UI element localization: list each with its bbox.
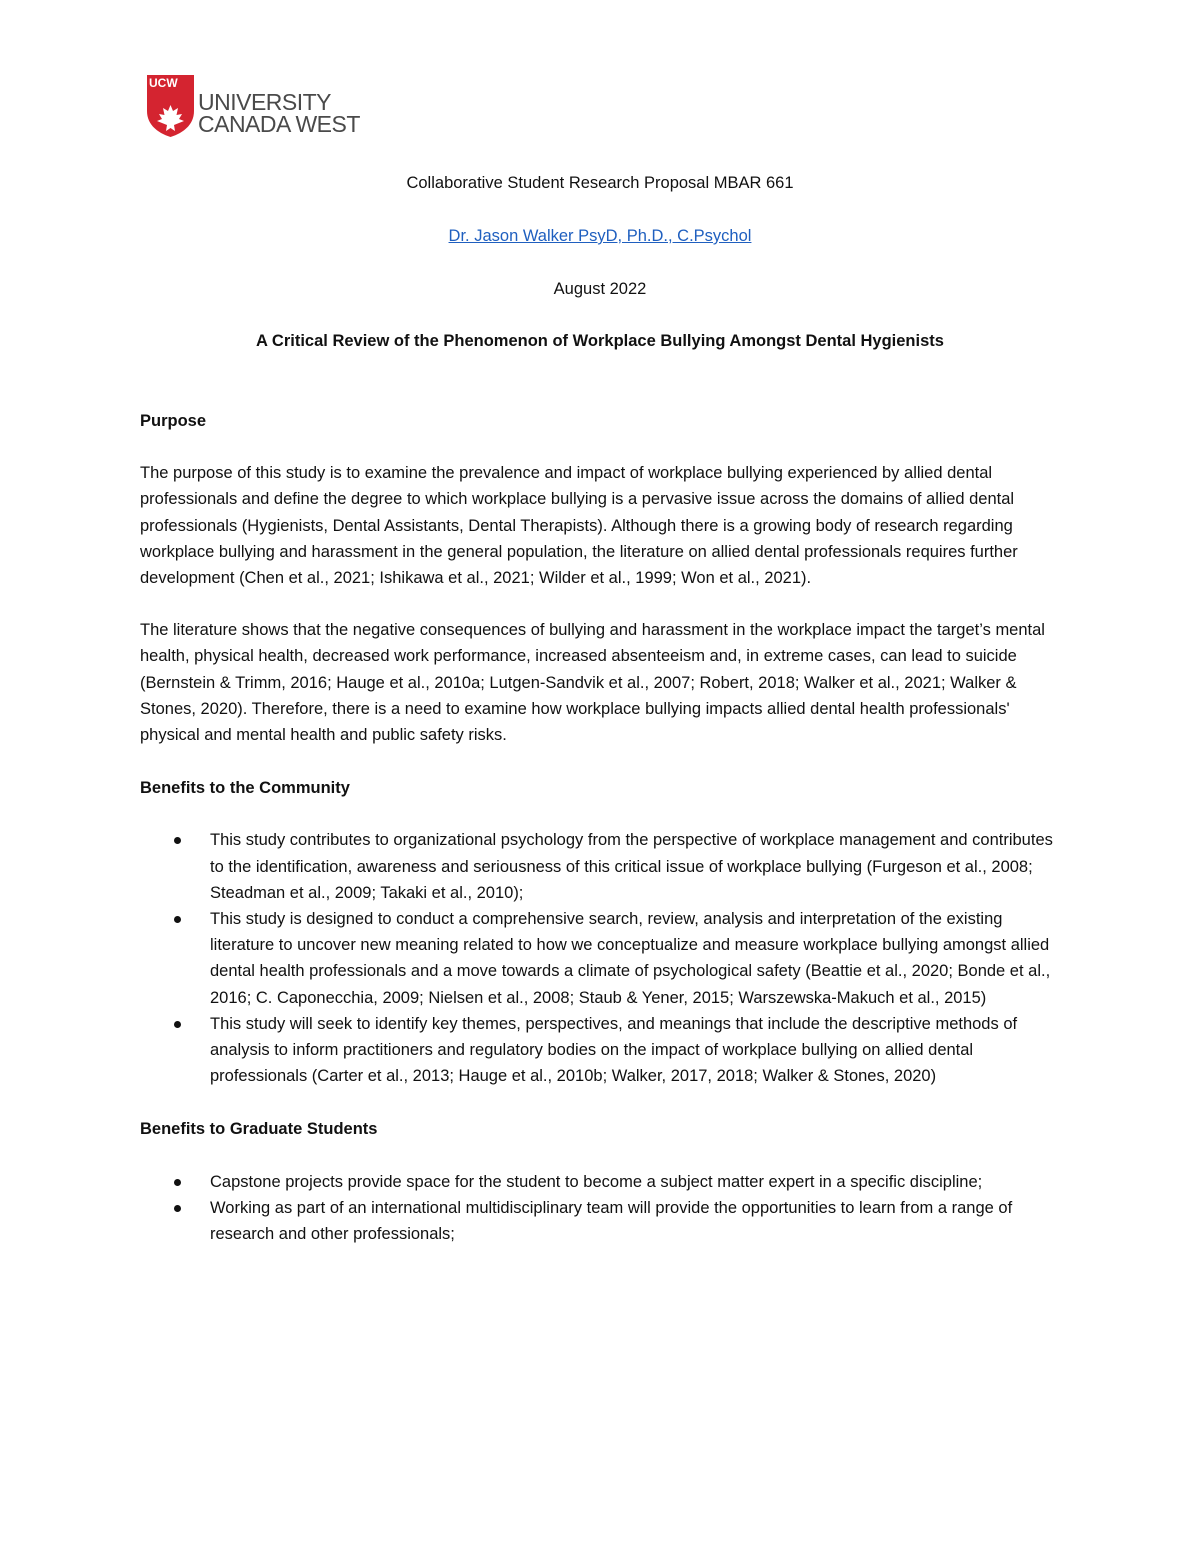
graduate-benefits-list: [140, 1169, 1065, 1248]
list-item-text: This study will seek to identify key themes, perspectives, and meanings that include the descriptive methods of analysis to inform practitioners and regulatory bodies on the impact of workplace bullying on allied dental professionals (Carter et al., 2013; Hauge et al., 2010b; Walker, 2017, 2018; Walker & Stones, 2020): [210, 1014, 1018, 1086]
maple-leaf-logo-icon: [147, 75, 194, 137]
list-item: [140, 1011, 1065, 1090]
bullet-icon: [174, 1205, 181, 1212]
bullet-icon: [174, 837, 181, 844]
course-line: Collaborative Student Research Proposal MBAR 661: [406, 174, 794, 192]
logo-line-university: UNIVERSITY: [198, 89, 332, 115]
bullet-icon: [174, 1179, 181, 1186]
list-item-text: This study is designed to conduct a comprehensive search, review, analysis and interpretation of the existing literature to uncover new meaning related to how we conceptualize and measure workplace bullying amongst allied dental health professionals and a move towards a climate of psychological safety (Beattie et al., 2020; Bonde et al., 2016; C. Caponecchia, 2009; Nielsen et al., 2008; Staub & Yener, 2015; Warszewska-Makuch et al., 2015): [210, 910, 1051, 1007]
bullet-icon: [174, 916, 181, 923]
list-item-text: Capstone projects provide space for the student to become a subject matter expert in a specific discipline;: [210, 1172, 983, 1191]
purpose-paragraph-1: The purpose of this study is to examine the prevalence and impact of workplace bullying experienced by allied dental professionals and define the degree to which workplace bullying is a pervasive issue across the domains of allied dental professionals (Hygienists, Dental Assistants, Dental Therapists). Although there is a growing body of research regarding workplace bullying and harassment in the general population, the literature on allied dental professionals requires further development (Chen et al., 2021; Ishikawa et al., 2021; Wilder et al., 1999; Won et al., 2021).: [140, 464, 1018, 588]
list-item: [140, 1169, 1065, 1195]
bullet-icon: [174, 1021, 181, 1028]
logo-line-canada-west: CANADA WEST: [198, 111, 360, 137]
date-line: August 2022: [553, 280, 647, 298]
community-benefits-list: [140, 827, 1065, 1089]
university-logo: [147, 75, 397, 139]
list-item-text: Working as part of an international multidisciplinary team will provide the opportunities to learn from a range of research and other professionals;: [210, 1198, 1013, 1244]
list-item: [140, 906, 1065, 1011]
list-item: [140, 1195, 1065, 1247]
list-item: [140, 827, 1065, 906]
purpose-heading: Purpose: [140, 412, 207, 430]
professor-link[interactable]: Dr. Jason Walker PsyD, Ph.D., C.Psychol: [448, 227, 752, 245]
list-item-text: This study contributes to organizational psychology from the perspective of workplace management and contributes to the identification, awareness and seriousness of this critical issue of workplace bullying (Furgeson et al., 2008; Steadman et al., 2009; Takaki et al., 2010);: [210, 831, 1053, 902]
community-heading: Benefits to the Community: [140, 779, 350, 798]
professor-line: [0, 225, 1200, 247]
purpose-paragraph-2: The literature shows that the negative consequences of bullying and harassment in the workplace impact the target’s mental health, physical health, decreased work performance, increased absenteeism and, in extreme cases, can lead to suicide (Bernstein & Trimm, 2016; Hauge et al., 2010a; Lutgen-Sandvik et al., 2007; Robert, 2018; Walker et al., 2021; Walker & Stones, 2020). Therefore, there is a need to examine how workplace bullying impacts allied dental health professionals' physical and mental health and public safety risks.: [140, 621, 1045, 745]
document-body: [140, 408, 1065, 1247]
logo-mark-text: UCW: [149, 76, 178, 90]
graduate-heading: Benefits to Graduate Students: [140, 1120, 378, 1139]
logo-wordmark: [198, 91, 360, 135]
document-title: A Critical Review of the Phenomenon of Workplace Bullying Amongst Dental Hygienists: [256, 332, 944, 350]
